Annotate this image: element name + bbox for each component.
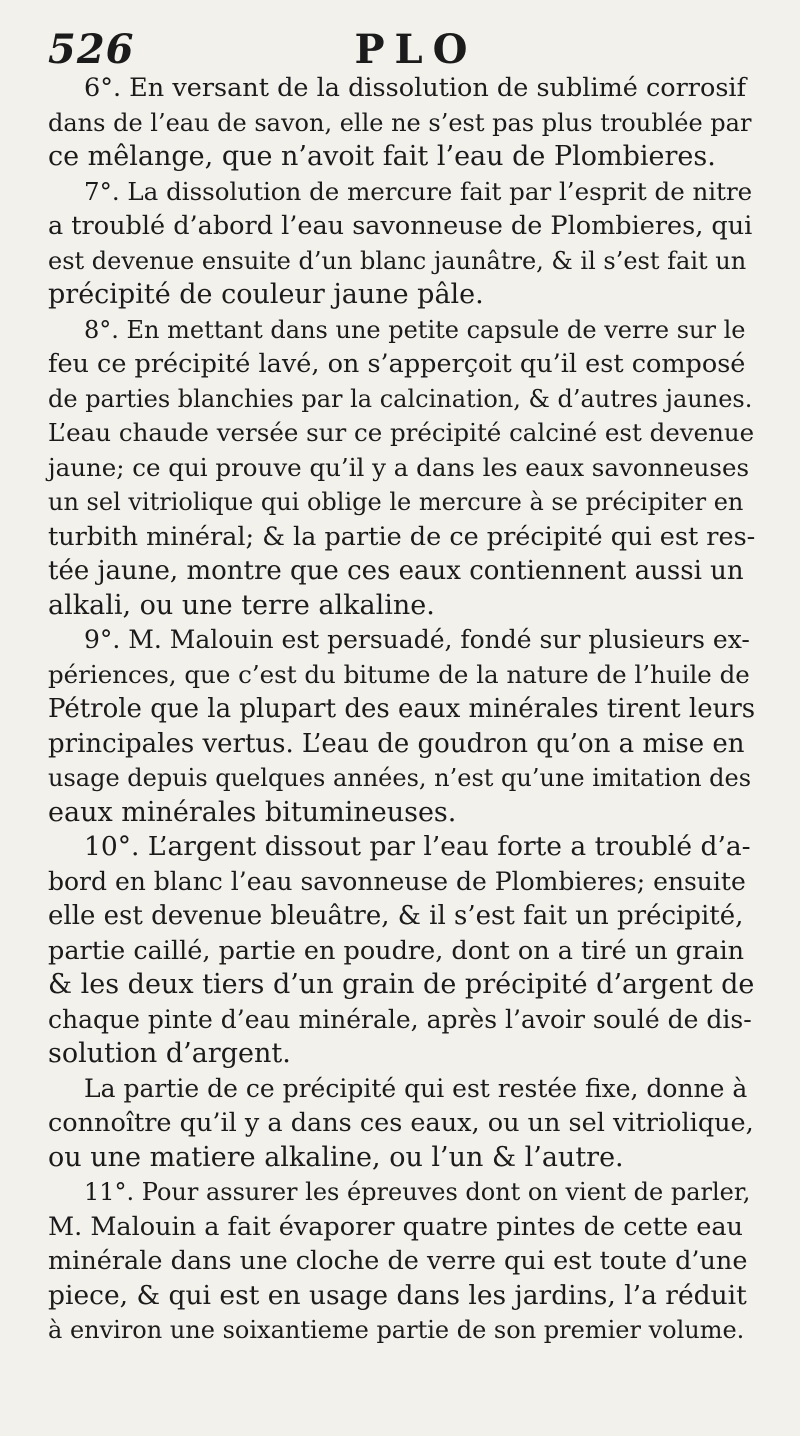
text-line: précipité de couleur jaune pâle.	[48, 279, 484, 310]
text-line: piece, & qui est en usage dans les jardins, l’a réduit	[48, 1279, 747, 1311]
text-line: périences, que c’est du bitume de la nature de l’huile de	[48, 659, 750, 689]
text-line: à environ une soixantieme partie de son premier volume.	[48, 1316, 745, 1344]
text-line: L’eau chaude versée sur ce précipité calciné est devenue	[48, 418, 755, 447]
text-line: un sel vitriolique qui oblige le mercure à se précipiter en	[48, 488, 744, 516]
text-line: 8°. En mettant dans une petite capsule de verre sur le	[84, 315, 746, 344]
text-line: connoître qu’il y a dans ces eaux, ou un sel vitriolique,	[48, 1108, 754, 1138]
text-line: 7°. La dissolution de mercure fait par l’esprit de nitre	[84, 176, 753, 206]
text-line: ou une matiere alkaline, ou l’un & l’autre.	[48, 1141, 624, 1173]
text-line: dans de l’eau de savon, elle ne s’est pas plus troublée par	[48, 108, 752, 137]
text-line: tée jaune, montre que ces eaux contiennent aussi un	[48, 556, 744, 586]
text-line: est devenue ensuite d’un blanc jaunâtre, & il s’est fait un	[48, 246, 747, 275]
page-number: 526	[48, 26, 135, 73]
text-line: 6°. En versant de la dissolution de sublimé corrosif	[84, 73, 747, 103]
text-line: solution d’argent.	[48, 1038, 291, 1069]
text-line: alkali, ou une terre alkaline.	[48, 589, 435, 621]
text-line: bord en blanc l’eau savonneuse de Plombieres; ensuite	[48, 866, 746, 896]
text-line: Pétrole que la plupart des eaux minérales tirent leurs	[48, 694, 756, 724]
text-line: & les deux tiers d’un grain de précipité d’argent de	[48, 969, 755, 1000]
body-text	[48, 71, 756, 1348]
text-line: La partie de ce précipité qui est restée fixe, donne à	[84, 1073, 748, 1103]
page-header	[48, 26, 752, 74]
text-line: partie caillé, partie en poudre, dont on a tiré un grain	[48, 935, 745, 966]
running-head: PLO	[354, 26, 478, 73]
text-line: minérale dans une cloche de verre qui est toute d’une	[48, 1246, 748, 1276]
text-line: jaune; ce qui prouve qu’il y a dans les eaux savonneuses	[48, 452, 750, 482]
text-line: ce mêlange, que n’avoit fait l’eau de Plombieres.	[48, 141, 716, 172]
text-line: eaux minérales bitumineuses.	[48, 796, 457, 828]
text-line: usage depuis quelques années, n’est qu’une imitation des	[48, 764, 752, 792]
text-line: 10°. L’argent dissout par l’eau forte a troublé d’a-	[84, 831, 751, 862]
text-line: feu ce précipité lavé, on s’apperçoit qu’il est composé	[48, 349, 746, 379]
text-line: de parties blanchies par la calcination, & d’autres jaunes.	[48, 384, 753, 413]
text-line: 9°. M. Malouin est persuadé, fondé sur plusieurs ex-	[84, 625, 750, 654]
text-line: turbith minéral; & la partie de ce précipité qui est res-	[48, 521, 756, 552]
text-line: M. Malouin a fait évaporer quatre pintes de cette eau	[48, 1211, 743, 1242]
text-line: 11°. Pour assurer les épreuves dont on vient de parler,	[84, 1178, 751, 1206]
text-line: principales vertus. L’eau de goudron qu’on a mise en	[48, 728, 745, 759]
text-line: chaque pinte d’eau minérale, après l’avoir soulé de dis-	[48, 1004, 752, 1034]
text-line: a troublé d’abord l’eau savonneuse de Plombieres, qui	[48, 211, 753, 241]
text-line: elle est devenue bleuâtre, & il s’est fait un précipité,	[48, 901, 744, 931]
